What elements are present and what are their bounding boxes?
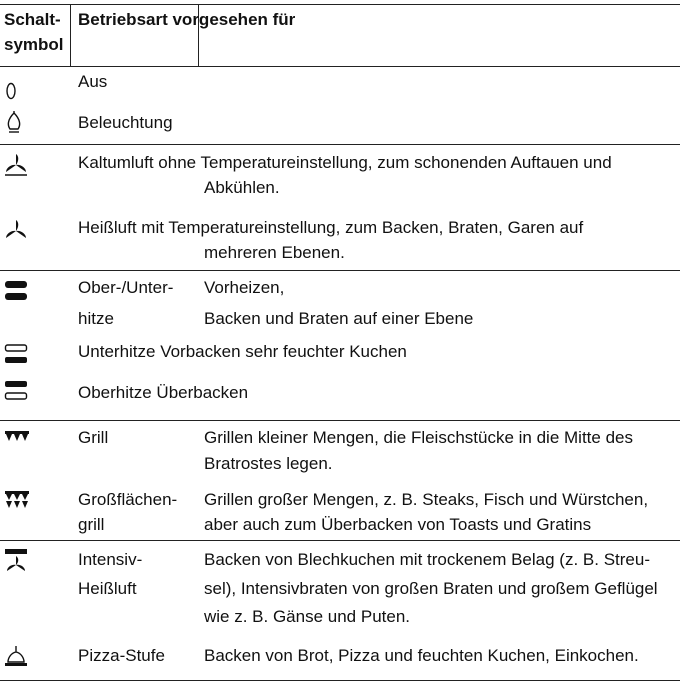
header-rule xyxy=(0,66,680,67)
row-grill-use2: Bratrostes legen. xyxy=(204,454,333,473)
row-intensiv-mode2: Heißluft xyxy=(78,579,137,598)
lamp-icon xyxy=(4,111,24,135)
row-oberunter-use2: Backen und Braten auf einer Ebene xyxy=(204,309,474,328)
table-top-rule xyxy=(0,4,680,5)
top-heat-icon xyxy=(4,378,28,402)
row-pizza-use: Backen von Brot, Pizza und feuchten Kuchen, Einkochen. xyxy=(204,646,639,665)
row-beleuchtung-mode: Beleuchtung xyxy=(78,113,173,132)
large-grill-icon xyxy=(4,490,30,512)
row-intensiv-use2: sel), Intensivbraten von großen Braten und großem Geflügel xyxy=(204,579,658,598)
row-kaltumluft-line2: Abkühlen. xyxy=(204,178,280,197)
row-intensiv-use3: wie z. B. Gänse und Puten. xyxy=(204,607,411,626)
bottom-heat-icon xyxy=(4,342,28,366)
row-grossgrill-use2: aber auch zum Überbacken von Toasts und Gratins xyxy=(204,515,592,534)
row-rule xyxy=(0,420,680,421)
row-intensiv-mode1: Intensiv- xyxy=(78,550,143,569)
row-oberunter-mode1: Ober-/Unter- xyxy=(78,278,174,297)
row-kaltumluft-line1: Kaltumluft ohne Temperatureinstellung, zum schonenden Auftauen und xyxy=(78,153,612,172)
header-mode: Betriebsart vorgesehen für xyxy=(78,10,296,29)
row-rule xyxy=(0,144,680,145)
row-intensiv-use1: Backen von Blechkuchen mit trockenem Belag (z. B. Streu- xyxy=(204,550,650,569)
fan-icon xyxy=(3,152,29,178)
row-rule xyxy=(0,270,680,271)
top-bottom-heat-icon xyxy=(4,280,28,302)
header-divider xyxy=(70,4,71,66)
row-rule xyxy=(0,540,680,541)
row-grossgrill-mode1: Großflächen- xyxy=(78,490,178,509)
row-grossgrill-mode2: grill xyxy=(78,515,105,534)
row-grill-mode: Grill xyxy=(78,428,109,447)
row-oberunter-use1: Vorheizen, xyxy=(204,278,285,297)
row-pizza-mode: Pizza-Stufe xyxy=(78,646,165,665)
row-aus-mode: Aus xyxy=(78,72,108,91)
row-grill-use1: Grillen kleiner Mengen, die Fleischstücke in die Mitte des xyxy=(204,428,633,447)
row-heissluft-line2: mehreren Ebenen. xyxy=(204,243,345,262)
row-heissluft-line1: Heißluft mit Temperatureinstellung, zum Backen, Braten, Garen auf xyxy=(78,218,584,237)
row-unterhitze-text: Unterhitze Vorbacken sehr feuchter Kuchen xyxy=(78,342,407,361)
row-grossgrill-use1: Grillen großer Mengen, z. B. Steaks, Fisch und Würstchen, xyxy=(204,490,649,509)
grill-icon xyxy=(4,430,30,444)
pizza-icon xyxy=(3,644,29,668)
fan-icon xyxy=(3,218,29,244)
header-symbol-line2: symbol xyxy=(4,35,64,54)
row-oberunter-mode2: hitze xyxy=(78,309,114,328)
row-oberhitze-text: Oberhitze Überbacken xyxy=(78,383,249,402)
intensive-fan-icon xyxy=(3,548,29,578)
table-bottom-rule xyxy=(0,680,680,681)
header-symbol-line1: Schalt- xyxy=(4,10,61,29)
circle-off-icon xyxy=(5,81,19,101)
